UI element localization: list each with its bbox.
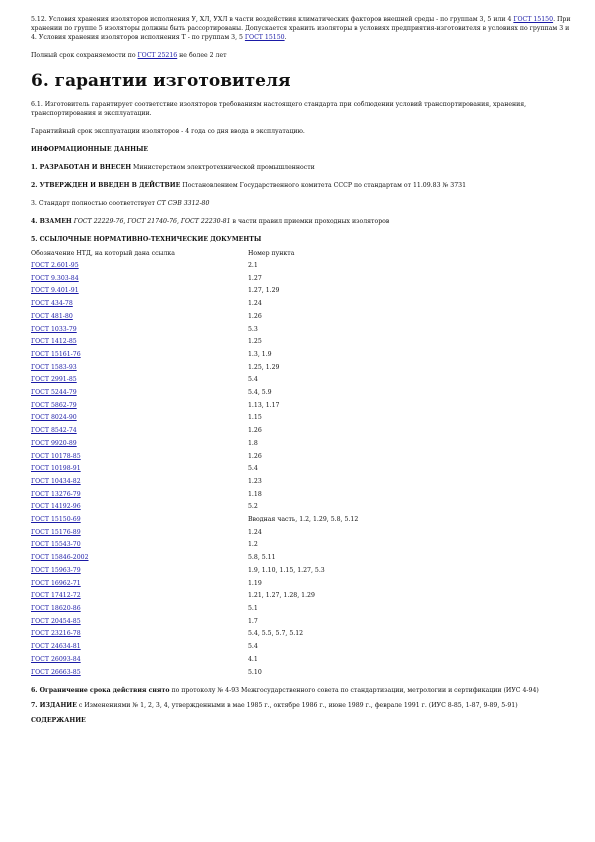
gost-link[interactable]: ГОСТ 10178-85 [31, 452, 81, 460]
table-row [31, 565, 358, 578]
table-row [31, 514, 358, 527]
gost-link[interactable]: ГОСТ 9.401-91 [31, 287, 79, 295]
table-cell-document [31, 400, 248, 413]
table-cell-document [31, 628, 248, 641]
table-cell-document [31, 565, 248, 578]
reference-table [31, 248, 358, 679]
gost-link[interactable]: ГОСТ 26093-84 [31, 655, 81, 663]
table-cell-item: 5.2 [248, 503, 258, 511]
table-cell-item: 1.25, 1.29 [248, 363, 280, 371]
table-cell-item: 5.4, 5.9 [248, 389, 272, 397]
table-cell-item: 1.8 [248, 439, 258, 447]
table-cell-item: 5.10 [248, 668, 262, 676]
gost-link[interactable]: ГОСТ 1583-93 [31, 363, 77, 371]
table-cell-item: 2.1 [248, 262, 258, 269]
gost-link[interactable]: ГОСТ 15150-69 [31, 516, 81, 524]
table-cell-document [31, 336, 248, 349]
table-cell-item: 1.24 [248, 300, 262, 308]
link-gost-15150[interactable]: ГОСТ 15150 [513, 16, 554, 23]
gost-link[interactable]: ГОСТ 9.303-84 [31, 274, 79, 282]
text: с Изменениями № 1, 2, 3, 4, утвержденными в мае 1985 г., октябре 1986 г., июне 1989 г., феврале 1991 г. (ИУС 8-85, 1-87, 9-89, 5-91) [76, 702, 518, 710]
table-cell-document [31, 667, 248, 680]
gost-link[interactable]: ГОСТ 15963-79 [31, 566, 81, 574]
gost-link[interactable]: ГОСТ 10434-82 [31, 477, 81, 485]
gost-link[interactable]: ГОСТ 9920-89 [31, 439, 77, 447]
text: . [284, 34, 287, 41]
table-cell-document [31, 641, 248, 654]
text: 2. УТВЕРЖДЕН И ВВЕДЕН В ДЕЙСТВИЕ [31, 182, 181, 189]
table-cell-item: 4.1 [248, 655, 258, 663]
table-cell-document [31, 527, 248, 540]
info-item-1 [31, 163, 571, 172]
table-row [31, 616, 358, 629]
info-item-3 [31, 199, 571, 208]
table-cell-item: 5.3 [248, 325, 258, 333]
text: 7. ИЗДАНИЕ [31, 702, 77, 710]
gost-link[interactable]: ГОСТ 15176-89 [31, 528, 81, 536]
table-row [31, 628, 358, 641]
table-row [31, 667, 358, 680]
table-row [31, 438, 358, 451]
table-row [31, 362, 358, 375]
table-cell-document [31, 603, 248, 616]
table-row [31, 374, 358, 387]
table-cell-item: 5.4, 5.5, 5.7, 5.12 [248, 630, 304, 638]
table-cell-item: 1.13, 1.17 [248, 401, 280, 409]
table-row [31, 425, 358, 438]
gost-link[interactable]: ГОСТ 15161-76 [31, 350, 81, 358]
text: Полный срок сохраняемости по [31, 52, 138, 59]
table-cell-item: 1.23 [248, 477, 262, 485]
gost-link[interactable]: ГОСТ 24634-81 [31, 643, 81, 651]
text: СТ СЭВ 3312-80 [156, 200, 210, 207]
table-row [31, 489, 358, 502]
shelf-life-paragraph [31, 51, 571, 60]
table-cell-item: 1.26 [248, 452, 262, 460]
table-cell-document [31, 438, 248, 451]
gost-link[interactable]: ГОСТ 2.601-95 [31, 262, 79, 269]
document-page [31, 15, 571, 725]
table-cell-document [31, 298, 248, 311]
table-cell-document [31, 362, 248, 375]
table-cell-item: 1.18 [248, 490, 262, 498]
table-cell-document [31, 425, 248, 438]
column-header-item: Номер пункта [248, 250, 295, 257]
gost-link[interactable]: ГОСТ 18620-86 [31, 604, 81, 612]
info-data-title: ИНФОРМАЦИОННЫЕ ДАННЫЕ [31, 146, 149, 153]
table-cell-item: 1.9, 1.10, 1.15, 1.27, 5.3 [248, 566, 325, 574]
table-cell-document [31, 514, 248, 527]
table-cell-document [31, 616, 248, 629]
table-cell-document [31, 260, 248, 273]
link-gost-15150[interactable]: ГОСТ 15150 [244, 34, 285, 41]
table-cell-item: 1.19 [248, 579, 262, 587]
table-row [31, 552, 358, 565]
text: не более 2 лет [177, 52, 227, 59]
gost-link[interactable]: ГОСТ 5862-79 [31, 401, 77, 409]
table-cell-item: 5.4 [248, 465, 258, 473]
gost-link[interactable]: ГОСТ 1033-79 [31, 325, 77, 333]
table-cell-item: 1.25 [248, 338, 262, 346]
gost-link[interactable]: ГОСТ 8024-90 [31, 414, 77, 422]
table-cell-document [31, 311, 248, 324]
table-cell-item: 1.2 [248, 541, 258, 549]
text: Постановлением Государственного комитета СССР по стандартам от 11.09.83 № 3731 [180, 182, 467, 189]
table-cell-document [31, 324, 248, 337]
table-cell-document [31, 654, 248, 667]
gost-link[interactable]: ГОСТ 14192-96 [31, 503, 81, 511]
table-row [31, 311, 358, 324]
text: . При хранении по группе 5 изоляторы должны быть рассортированы. Допускается хранить изоляторы в условиях предприятия-изготовителя в условиях по группам 3 и 4. Условия хранения изоляторов исполнения Т - по группам 3, 5 [31, 16, 571, 41]
gost-link[interactable]: ГОСТ 10198-91 [31, 465, 81, 473]
table-row [31, 400, 358, 413]
warranty-period-paragraph: Гарантийный срок эксплуатации изоляторов - 4 года со дня ввода в эксплуатацию. [31, 128, 305, 135]
table-row [31, 324, 358, 337]
table-row [31, 603, 358, 616]
paragraph-5-12 [31, 15, 571, 42]
info-item-2 [31, 181, 571, 190]
table-row [31, 451, 358, 464]
table-cell-document [31, 285, 248, 298]
link-gost-25216[interactable]: ГОСТ 25216 [137, 52, 178, 59]
gost-link[interactable]: ГОСТ 17412-72 [31, 592, 81, 600]
text: по протоколу № 4-93 Межгосударственного совета по стандартизации, метрологии и сертификации (ИУС 4-94) [169, 687, 539, 695]
gost-link[interactable]: ГОСТ 13276-79 [31, 490, 81, 498]
table-cell-document [31, 412, 248, 425]
table-cell-document [31, 552, 248, 565]
gost-link[interactable]: ГОСТ 481-80 [31, 312, 73, 320]
table-row [31, 336, 358, 349]
table-row [31, 641, 358, 654]
text: в части правил приемки проходных изоляторов [230, 218, 390, 225]
contents-title: СОДЕРЖАНИЕ [31, 717, 86, 725]
table-cell-item: 1.3, 1.9 [248, 350, 272, 358]
info-item-4 [31, 217, 571, 226]
table-row [31, 349, 358, 362]
table-cell-document [31, 387, 248, 400]
table-row [31, 285, 358, 298]
paragraph-6-1: 6.1. Изготовитель гарантирует соответствие изоляторов требованиям настоящего стандарта при соблюдении условий транспортирования, хранения, транспортирования и эксплуатации. [31, 101, 527, 117]
table-row [31, 476, 358, 489]
table-row [31, 527, 358, 540]
table-cell-item: 1.26 [248, 427, 262, 435]
table-cell-document [31, 349, 248, 362]
table-cell-document [31, 374, 248, 387]
table-cell-document [31, 451, 248, 464]
info-item-5-title: 5. ССЫЛОЧНЫЕ НОРМАТИВНО-ТЕХНИЧЕСКИЕ ДОКУМЕНТЫ [31, 236, 262, 243]
table-cell-item: 1.15 [248, 414, 262, 422]
gost-link[interactable]: ГОСТ 2991-85 [31, 376, 77, 384]
gost-link[interactable]: ГОСТ 26663-85 [31, 668, 81, 676]
table-cell-item: 5.4 [248, 643, 258, 651]
table-cell-document [31, 489, 248, 502]
table-row [31, 539, 358, 552]
table-cell-item: 1.27 [248, 274, 262, 282]
gost-link[interactable]: ГОСТ 1412-85 [31, 338, 77, 346]
text: 4. ВЗАМЕН [31, 218, 72, 225]
gost-link[interactable]: ГОСТ 20454-85 [31, 617, 81, 625]
gost-link[interactable]: ГОСТ 434-78 [31, 300, 73, 308]
table-cell-item: 5.8, 5.11 [248, 554, 276, 562]
table-cell-document [31, 476, 248, 489]
table-cell-document [31, 463, 248, 476]
table-row [31, 590, 358, 603]
table-cell-item: 5.1 [248, 604, 258, 612]
reference-table-header [31, 248, 358, 260]
table-row [31, 654, 358, 667]
column-header-document: Обозначение НТД, на который дана ссылка [31, 250, 175, 257]
table-cell-document [31, 501, 248, 514]
gost-link[interactable]: ГОСТ 5244-79 [31, 389, 77, 397]
table-row [31, 387, 358, 400]
table-cell-document [31, 578, 248, 591]
info-item-6 [31, 686, 571, 695]
section-heading: 6. гарантии изготовителя [31, 71, 291, 91]
table-cell-item: 1.24 [248, 528, 262, 536]
text: 3. Стандарт полностью соответствует [31, 200, 157, 207]
text: Министерством электротехнической промышленности [131, 164, 315, 171]
table-row [31, 463, 358, 476]
gost-link[interactable]: ГОСТ 23216-78 [31, 630, 81, 638]
table-cell-item: 1.27, 1.29 [248, 287, 280, 295]
table-cell-document [31, 273, 248, 286]
table-cell-document [31, 539, 248, 552]
text: ГОСТ 22229-76, ГОСТ 21740-76, ГОСТ 22230-81 [71, 218, 231, 225]
table-cell-item: 1.26 [248, 312, 262, 320]
table-cell-item: 5.4 [248, 376, 258, 384]
text: 1. РАЗРАБОТАН И ВНЕСЕН [31, 164, 132, 171]
text: 6. Ограничение срока действия снято [31, 687, 170, 695]
info-item-7 [31, 701, 571, 710]
text: 5.12. Условия хранения изоляторов исполнения У, ХЛ, УХЛ в части воздействия климатических факторов внешней среды - по группам 3, 5 или 4 [31, 16, 514, 23]
table-row [31, 273, 358, 286]
table-row [31, 260, 358, 273]
table-cell-item: 1.7 [248, 617, 258, 625]
gost-link[interactable]: ГОСТ 15846-2002 [31, 554, 89, 562]
gost-link[interactable]: ГОСТ 8542-74 [31, 427, 77, 435]
table-row [31, 412, 358, 425]
table-row [31, 501, 358, 514]
table-row [31, 298, 358, 311]
table-cell-item: Вводная часть, 1.2, 1.29, 5.8, 5.12 [248, 516, 359, 524]
table-row [31, 578, 358, 591]
gost-link[interactable]: ГОСТ 15543-70 [31, 541, 81, 549]
table-cell-item: 1.21, 1.27, 1.28, 1.29 [248, 592, 315, 600]
table-cell-document [31, 590, 248, 603]
gost-link[interactable]: ГОСТ 16962-71 [31, 579, 81, 587]
